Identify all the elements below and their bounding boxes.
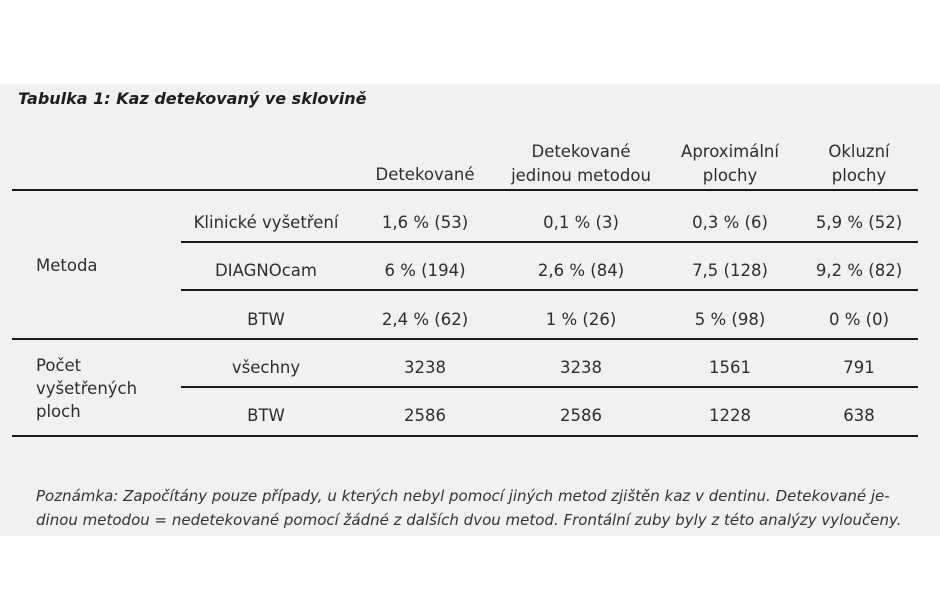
row-label: DIAGNOcam xyxy=(215,261,317,280)
table-cell: 7,5 (128) xyxy=(692,261,768,280)
table-cell: 1,6 % (53) xyxy=(381,213,469,232)
group-label-count-line-3: ploch xyxy=(36,402,81,421)
table-cell: 3238 xyxy=(560,358,602,377)
table-cell: 3238 xyxy=(404,358,446,377)
row-label: všechny xyxy=(231,358,301,377)
header-approximal-line-1: Aproximální xyxy=(681,142,779,161)
table-cell: 2586 xyxy=(560,406,602,425)
header-approximal xyxy=(670,140,790,188)
table-cell: 0,3 % (6) xyxy=(692,213,768,232)
table-cell: 0,1 % (3) xyxy=(543,213,619,232)
row-rule-3 xyxy=(181,386,918,388)
table-cell: 2586 xyxy=(404,406,446,425)
table-cell: 791 xyxy=(843,358,875,377)
table-note xyxy=(36,484,926,532)
table-cell: 6 % (194) xyxy=(384,261,466,280)
group-label-count xyxy=(36,354,137,423)
header-approximal-line-2: plochy xyxy=(702,166,758,185)
header-single-method-line-2: jedinou metodou xyxy=(511,166,651,185)
row-label: BTW xyxy=(247,310,285,329)
row-label: BTW xyxy=(247,406,285,425)
header-occlusal-line-1: Okluzní xyxy=(828,142,890,161)
header-single-method-line-1: Detekované xyxy=(531,142,631,161)
row-rule-1 xyxy=(181,241,918,243)
bottom-rule xyxy=(12,435,918,437)
table-note-line-2: dinou metodou = nedetekované pomocí žádné z dalších dvou metod. Frontální zuby byly z této analýzy vyloučeny. xyxy=(36,511,902,529)
table-cell: 1 % (26) xyxy=(545,310,617,329)
table-title: Tabulka 1: Kaz detekovaný ve sklovině xyxy=(18,89,367,108)
table-cell: 2,6 % (84) xyxy=(537,261,625,280)
group-label-method: Metoda xyxy=(36,256,98,275)
header-single-method xyxy=(500,140,662,188)
header-detected xyxy=(360,163,490,187)
table-cell: 0 % (0) xyxy=(828,310,890,329)
table-cell: 5,9 % (52) xyxy=(815,213,903,232)
header-occlusal-line-2: plochy xyxy=(831,166,887,185)
table-cell: 1561 xyxy=(709,358,751,377)
group-label-count-line-2: vyšetřených xyxy=(36,379,138,398)
group-label-count-line-1: Počet xyxy=(36,356,82,375)
table-note-line-1: Poznámka: Započítány pouze případy, u kterých nebyl pomocí jiných metod zjištěn kaz v dentinu. Detekované je- xyxy=(36,487,890,505)
table-cell: 2,4 % (62) xyxy=(381,310,469,329)
table-cell: 1228 xyxy=(709,406,751,425)
header-detected-label: Detekované xyxy=(375,165,475,184)
group-rule xyxy=(12,338,918,340)
table-cell: 9,2 % (82) xyxy=(815,261,903,280)
row-label: Klinické vyšetření xyxy=(193,213,339,232)
row-rule-2 xyxy=(181,289,918,291)
table-cell: 638 xyxy=(843,406,875,425)
header-rule xyxy=(12,189,918,191)
table-cell: 5 % (98) xyxy=(694,310,766,329)
header-occlusal xyxy=(800,140,918,188)
